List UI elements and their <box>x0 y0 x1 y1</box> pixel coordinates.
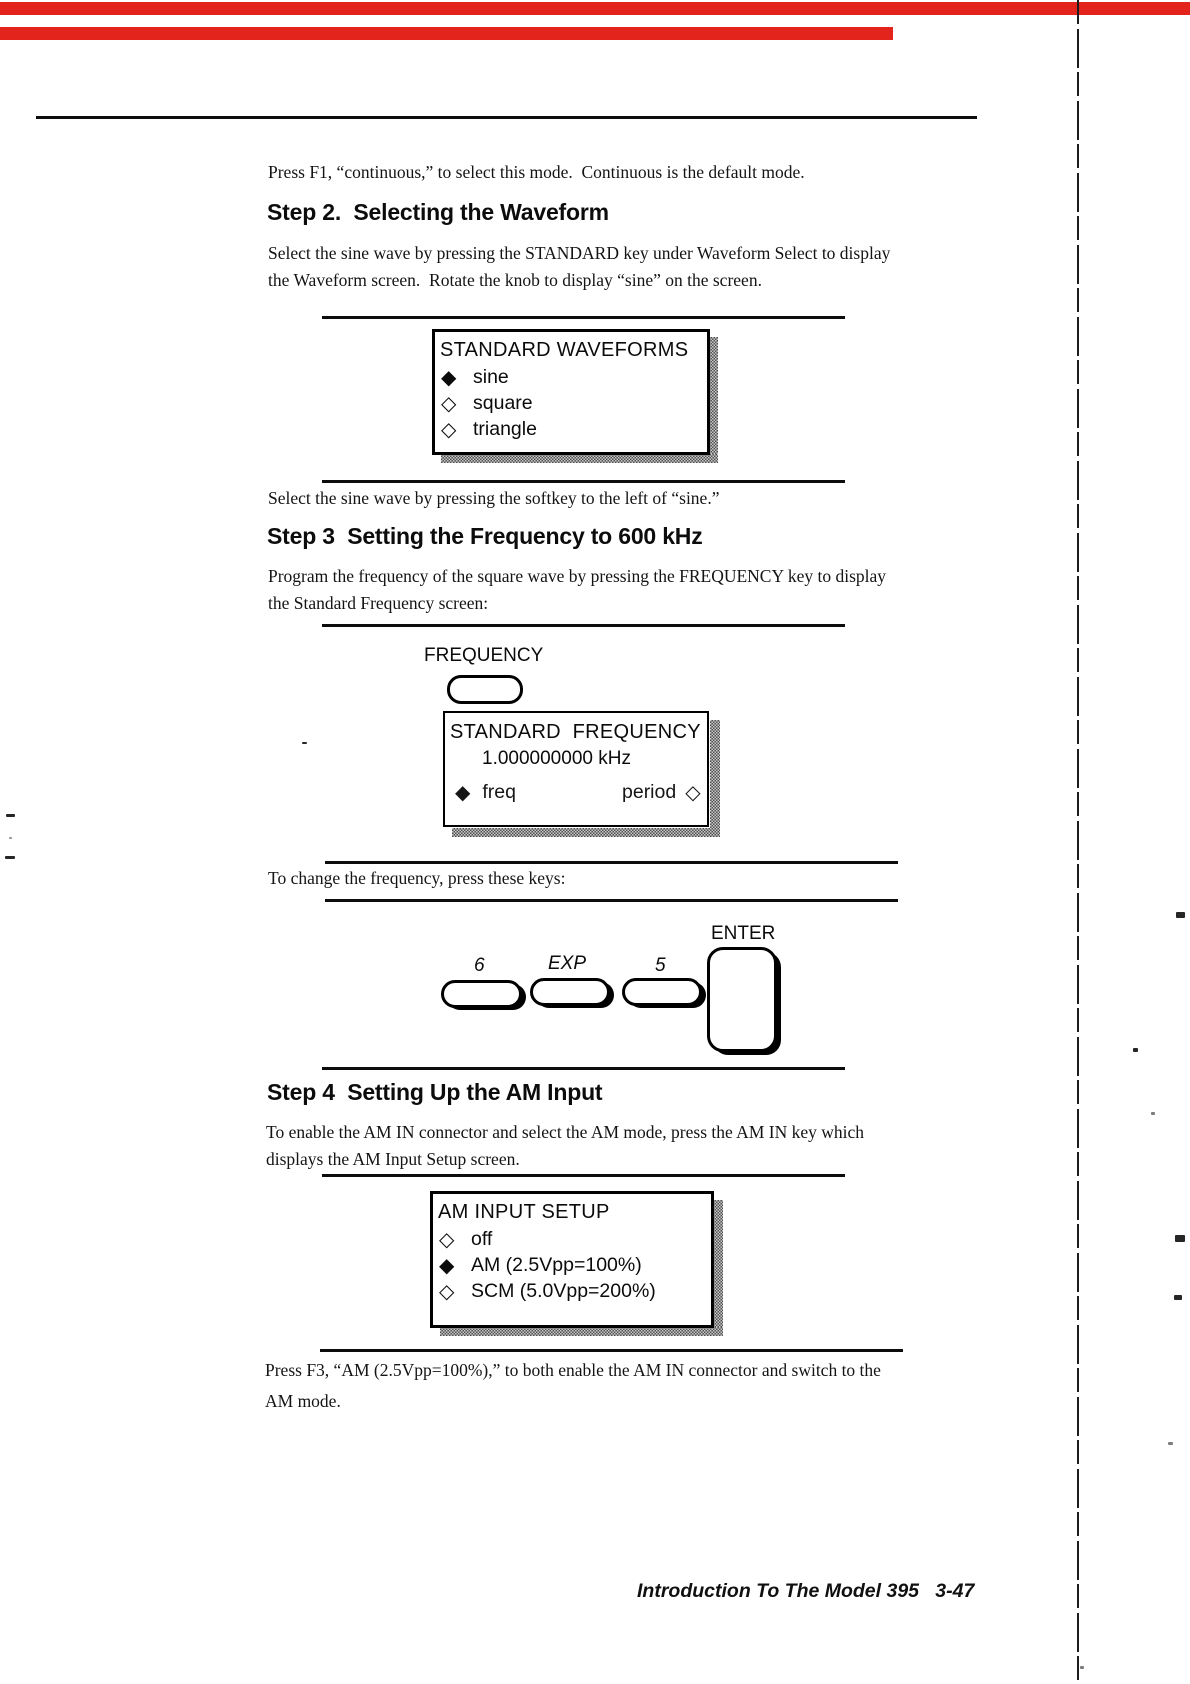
scan-speck <box>1133 1048 1138 1052</box>
scan-speck <box>6 814 15 817</box>
waveform-option-square <box>441 392 707 415</box>
waveform-option-sine <box>441 366 707 389</box>
step2-paragraph-line1: Select the sine wave by pressing the STANDARD key under Waveform Select to display <box>268 243 891 263</box>
rule-below-change-line <box>325 899 898 902</box>
page-edge-dashed-line <box>1077 0 1079 1684</box>
frequency-key-label: FREQUENCY <box>424 645 544 666</box>
frequency-screen-shadow-bottom <box>452 828 720 837</box>
standard-frequency-screen <box>443 711 709 827</box>
rule-above-am-screen <box>322 1174 845 1177</box>
waveform-option-label: sine <box>473 366 509 388</box>
waveforms-screen-title: STANDARD WAVEFORMS <box>440 339 689 361</box>
step3-change-text: To change the frequency, press these keys: <box>268 868 566 888</box>
scan-speck <box>302 742 307 744</box>
rule-above-frequency-screen <box>322 624 845 627</box>
scan-speck <box>1176 912 1185 918</box>
rule-above-step4 <box>322 1067 845 1070</box>
step3-heading: Step 3 Setting the Frequency to 600 kHz <box>267 523 703 549</box>
waveforms-screen-shadow-right <box>709 337 718 462</box>
rule-above-waveforms-screen <box>322 316 845 319</box>
frequency-key <box>447 675 523 704</box>
diamond-filled-icon: ◆ <box>455 782 471 804</box>
am-option-label: AM (2.5Vpp=100%) <box>471 1254 642 1276</box>
scan-speck <box>1080 1666 1084 1669</box>
diamond-outline-icon: ◇ <box>685 782 701 804</box>
page-footer: Introduction To The Model 395 3-47 <box>637 1580 975 1602</box>
step2-paragraph-line2: the Waveform screen. Rotate the knob to display “sine” on the screen. <box>268 270 762 290</box>
waveform-option-triangle <box>441 418 707 441</box>
scan-speck <box>9 837 12 839</box>
step4-after-line2: AM mode. <box>265 1391 341 1411</box>
freq-option-label: freq <box>482 781 516 803</box>
step4-paragraph-line1: To enable the AM IN connector and select the AM mode, press the AM IN key which <box>266 1122 864 1142</box>
key-6-label: 6 <box>474 955 485 976</box>
scan-red-bar-top <box>0 2 1190 15</box>
scan-red-bar-second <box>0 27 893 40</box>
diamond-outline-icon: ◇ <box>439 1228 455 1251</box>
diamond-filled-icon: ◆ <box>439 1254 455 1277</box>
enter-key-label: ENTER <box>711 923 776 944</box>
scan-speck <box>1174 1295 1182 1300</box>
rule-above-change-line <box>325 861 898 864</box>
am-option-am <box>439 1254 711 1277</box>
scan-speck <box>1175 1235 1185 1242</box>
rule-below-am-screen <box>320 1349 903 1352</box>
waveforms-screen-shadow-bottom <box>441 454 718 463</box>
am-option-label: off <box>471 1228 493 1250</box>
key-5 <box>622 978 702 1006</box>
diamond-filled-icon: ◆ <box>441 366 457 389</box>
step2-after-text: Select the sine wave by pressing the softkey to the left of “sine.” <box>268 488 720 508</box>
key-6 <box>441 980 522 1008</box>
step4-heading: Step 4 Setting Up the AM Input <box>267 1079 603 1105</box>
step4-paragraph-line2: displays the AM Input Setup screen. <box>266 1149 520 1169</box>
enter-key <box>707 947 777 1052</box>
am-option-scm <box>439 1280 711 1303</box>
scan-speck <box>5 856 15 859</box>
key-5-label: 5 <box>655 955 666 976</box>
scan-speck <box>1151 1112 1155 1115</box>
frequency-option-freq <box>455 780 516 805</box>
waveform-option-label: square <box>473 392 533 414</box>
step3-paragraph-line2: the Standard Frequency screen: <box>268 593 489 613</box>
am-screen-shadow-right <box>713 1200 723 1336</box>
intro-text: Press F1, “continuous,” to select this mode. Continuous is the default mode. <box>268 162 805 182</box>
am-screen-title: AM INPUT SETUP <box>438 1201 610 1223</box>
waveform-option-label: triangle <box>473 418 537 440</box>
scan-speck <box>1168 1442 1173 1445</box>
frequency-option-period <box>622 780 701 805</box>
frequency-value: 1.000000000 kHz <box>482 748 631 769</box>
step2-heading: Step 2. Selecting the Waveform <box>267 199 609 225</box>
key-exp-label: EXP <box>548 953 587 974</box>
rule-below-waveforms-screen <box>322 480 845 483</box>
key-exp <box>530 978 610 1006</box>
standard-waveforms-screen <box>432 329 710 455</box>
step4-after-line1: Press F3, “AM (2.5Vpp=100%),” to both enable the AM IN connector and switch to the <box>265 1360 881 1380</box>
diamond-outline-icon: ◇ <box>441 392 457 415</box>
step3-paragraph-line1: Program the frequency of the square wave by pressing the FREQUENCY key to display <box>268 566 887 586</box>
top-rule <box>36 116 977 119</box>
am-screen-shadow-bottom <box>440 1327 723 1336</box>
diamond-outline-icon: ◇ <box>441 418 457 441</box>
am-option-label: SCM (5.0Vpp=200%) <box>471 1280 656 1302</box>
frequency-screen-shadow-right <box>710 720 720 837</box>
period-option-label: period <box>622 781 677 803</box>
am-option-off <box>439 1228 711 1251</box>
frequency-screen-title: STANDARD FREQUENCY <box>450 721 701 743</box>
am-input-setup-screen <box>430 1191 714 1328</box>
diamond-outline-icon: ◇ <box>439 1280 455 1303</box>
